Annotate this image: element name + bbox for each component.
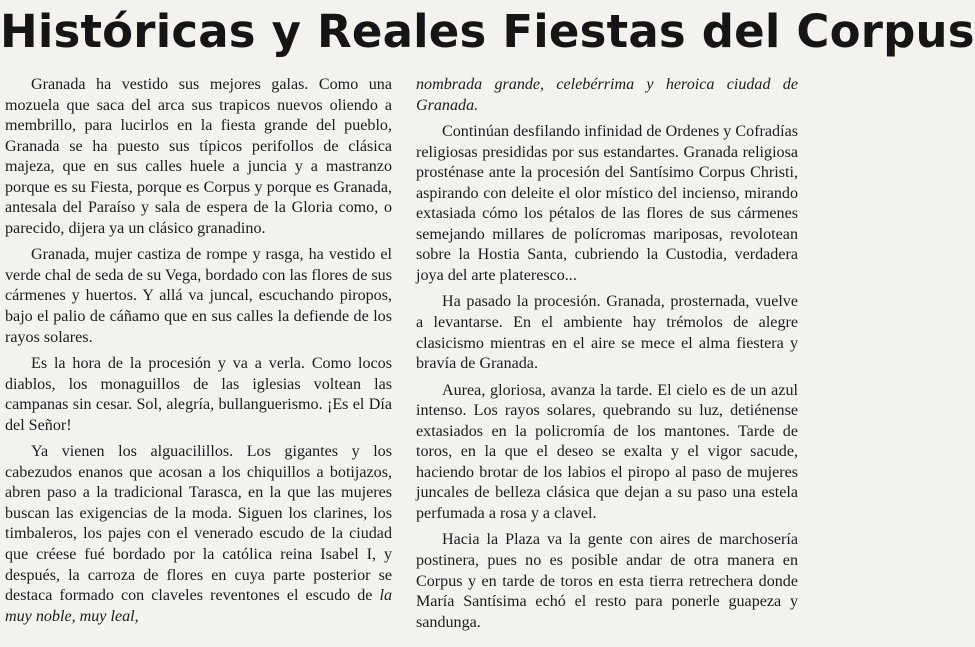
- paragraph: Aurea, gloriosa, avanza la tarde. El cielo es de un azul intenso. Los rayos solares, quebrando su luz, detiénense extasiados en la policromía de los mantones. Tarde de toros, en la que el deseo se exalta y el vigor sacude, haciendo brotar de los labios el piropo al paso de mujeres juncales de belleza clásica que dejan a su paso una estela perfumada a rosa y a clavel.: [416, 381, 798, 522]
- paragraph: [5, 442, 392, 627]
- left-column: [5, 75, 392, 633]
- paragraph: Granada ha vestido sus mejores galas. Como una mozuela que saca del arca sus trapicos nuevos oliendo a membrillo, para lucirlos en la fiesta grande del pueblo, Granada se ha puesto sus típicos perifollos de clásica majeza, que en sus calles huele a juncia y a mastranzo porque es su Fiesta, porque es Corpus y porque es Granada, antesala del Paraíso y sala de espera de la Gloria como, o parecido, dijera ya un clásico granadino.: [5, 76, 392, 237]
- italic-phrase: la muy noble, muy leal,: [5, 587, 392, 625]
- article-title: Históricas y Reales Fiestas del Corpus: [0, 5, 975, 58]
- paragraph: Granada, mujer castiza de rompe y rasga, ha vestido el verde chal de seda de su Vega, bordado con las flores de sus cármenes y huertos. Y allá va juncal, escuchando piropos, bajo el palio de cáñamo que en sus calles la defiende de los rayos solares.: [5, 246, 392, 346]
- paragraph-text: Ya vienen los alguacilillos. Los gigantes y los cabezudos enanos que acosan a los chiquillos a botijazos, abren paso a la tradicional Tarasca, en la que las mujeres buscan las exigencias de la moda. Siguen los clarines, los timbaleros, los pajes con el venerado escudo de la ciudad que créese fué bordado por la católica reina Isabel I, y después, la carroza de flores en cuya parte posterior se destaca formado con claveles reventones el escudo de: [5, 443, 392, 605]
- paragraph-continuation: nombrada grande, celebérrima y heroica ciudad de Granada.: [416, 76, 798, 114]
- right-column: [416, 75, 798, 639]
- paragraph: Hacia la Plaza va la gente con aires de marchosería postinera, pues no es posible andar de otra manera en Corpus y en tarde de toros en esta tierra retrechera donde María Santísima echó el resto para ponerle guapeza y sandunga.: [416, 531, 798, 631]
- paragraph: Es la hora de la procesión y va a verla. Como locos diablos, los monaguillos de las iglesias voltean las campanas sin cesar. Sol, alegría, bullanguerismo. ¡Es el Día del Señor!: [5, 355, 392, 434]
- paragraph: Continúan desfilando infinidad de Ordenes y Cofradías religiosas presididas por sus estandartes. Granada religiosa prosténase ante la procesión del Santísimo Corpus Christi, aspirando con deleite el olor místico del incienso, mirando extasiada cómo los pétalos de las flores de sus cármenes semejando millares de polícromas mariposas, revolotean sobre la Hostia Santa, cubriendo la Custodia, verdadera joya del arte plateresco...: [416, 123, 798, 284]
- paragraph: Ha pasado la procesión. Granada, prosternada, vuelve a levantarse. En el ambiente hay trémolos de alegre clasicismo mientras en el aire se mece el alma fiestera y bravía de Granada.: [416, 293, 798, 373]
